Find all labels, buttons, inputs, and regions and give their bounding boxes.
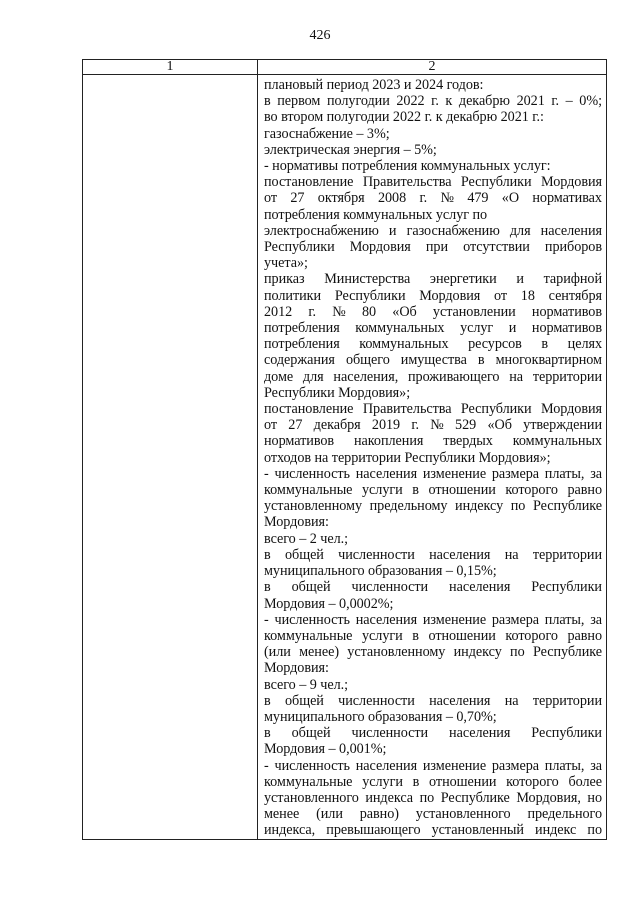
text-line: от 27 декабря 2019 г. № 529 «Об утверждении [264,417,602,434]
text-line: в первом полугодии 2022 г. к декабрю 2021 г. – 0%; [264,93,603,110]
text-line: коммунальные услуги в отношении которого равно [264,627,602,644]
text-line: в общей численности населения на территории [264,692,602,709]
text-line: газоснабжение – 3%; [264,125,390,142]
text-line: - численность населения изменение размера платы, за [264,611,603,628]
text-line: - численность населения изменение размера платы, за [264,757,603,774]
table-header-row [83,60,607,75]
text-line: коммунальные услуги в отношении которого более [264,773,603,790]
text-line: - численность населения изменение размера платы, за [264,465,603,482]
text-line: постановление Правительства Республики Мордовия [264,401,602,418]
column-1-header: 1 [83,60,258,75]
text-line: муниципального образования – 0,70%; [264,708,497,725]
text-line: Мордовия: [264,660,329,677]
text-line: потребления коммунальных ресурсов в целях [264,336,603,353]
column-2-cell [258,75,607,840]
text-line: установленному предельному индексу по Республике [264,498,602,515]
text-line: в общей численности населения Республики [264,725,602,742]
text-line: Мордовия – 0,001%; [264,741,387,758]
text-line: содержания общего имущества в многоквартирном [264,352,602,369]
text-line: индекса, превышающего установленный индекс по [264,822,602,839]
text-line: отходов на территории Республики Мордовия»; [264,449,551,466]
text-line: во втором полугодии 2022 г. к декабрю 2021 г.: [264,109,544,126]
text-line: Мордовия: [264,514,329,531]
text-line: доме для населения, проживающего на территории [264,368,602,385]
text-line: 2012 г. № 80 «Об установлении нормативов [264,303,602,320]
text-line: в общей численности населения Республики [264,579,602,596]
text-line: учета»; [264,255,308,272]
text-line: Мордовия – 0,0002%; [264,595,394,612]
text-line: от 27 октября 2008 г. № 479 «О нормативах [264,190,602,207]
text-line: потребления коммунальных услуг и нормативов [264,320,602,337]
text-line: установленного индекса по Республике Мордовия, но [264,789,603,806]
column-2-text [258,75,606,839]
column-1-cell [83,75,258,840]
text-line: (или менее) установленному индексу по Республике [264,644,602,661]
text-line: в общей численности населения на территории [264,546,602,563]
table-row [83,75,607,840]
text-line: Республики Мордовия»; [264,384,411,401]
text-line: электрическая энергия – 5%; [264,141,437,158]
text-line: плановый период 2023 и 2024 годов: [264,77,484,93]
text-line: менее (или равно) установленного предельного [264,806,603,823]
text-line: - нормативы потребления коммунальных услуг: [264,158,551,175]
document-table [82,59,607,840]
page-number: 426 [309,28,331,43]
column-2-header: 2 [258,60,607,75]
text-line: электроснабжению и газоснабжению для населения [264,222,602,239]
text-line: нормативов накопления твердых коммунальных [264,433,602,450]
text-line: всего – 2 чел.; [264,530,349,547]
text-line: приказ Министерства энергетики и тарифной [264,271,603,288]
text-line: коммунальные услуги в отношении которого равно [264,482,602,499]
text-line: всего – 9 чел.; [264,676,349,693]
text-line: Республики Мордовия при отсутствии приборов [264,239,602,256]
text-line: постановление Правительства Республики Мордовия [264,174,602,191]
text-line: политики Республики Мордовия от 18 сентября [264,287,602,304]
text-line: потребления коммунальных услуг по [264,206,488,223]
text-line: муниципального образования – 0,15%; [264,563,497,580]
